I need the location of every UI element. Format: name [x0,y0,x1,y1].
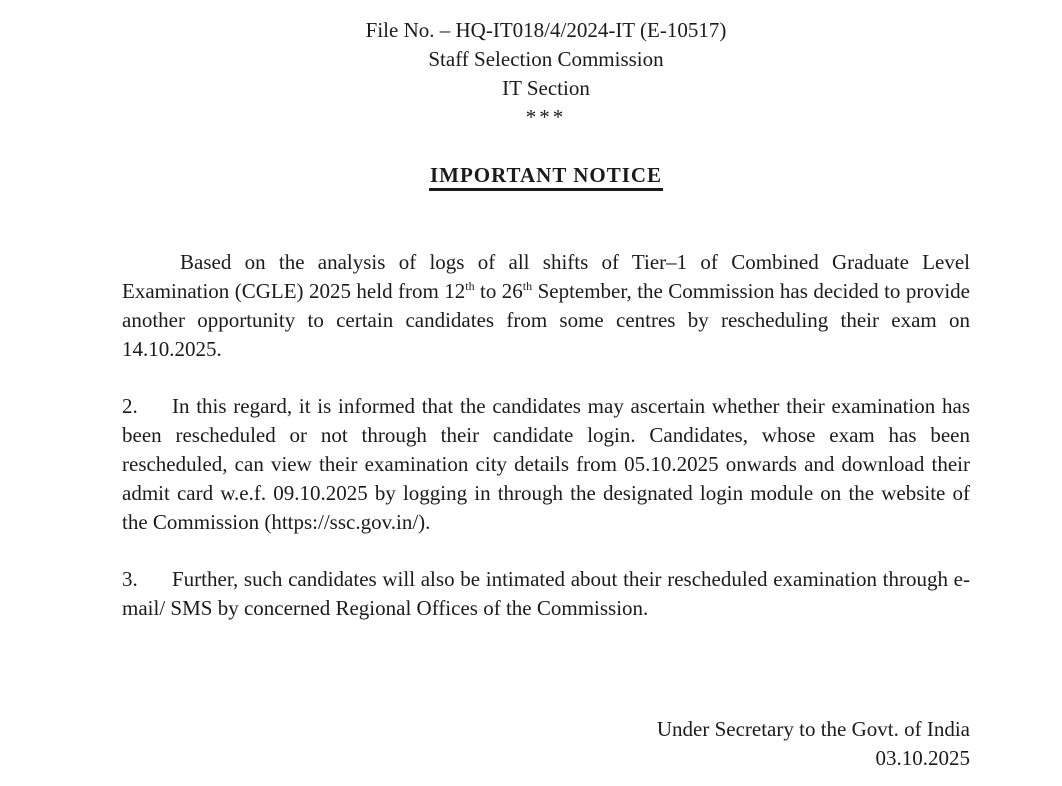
superscript-th-2: th [522,279,533,293]
signature-block [122,715,970,773]
file-number: File No. – HQ-IT018/4/2024-IT (E-10517) [365,18,727,42]
superscript-th-1: th [465,279,475,293]
organization-name: Staff Selection Commission [428,47,664,71]
paragraph-3-number: 3. [122,567,138,591]
paragraph-intro [122,248,970,364]
notice-title: IMPORTANT NOTICE [429,163,663,191]
title-row [122,161,970,190]
paragraph-intro-text-2: to 26 [474,279,523,303]
section-name: IT Section [502,76,590,100]
paragraph-intro-text-1: Based on the analysis of logs of all shifts of Tier–1 of Combined Graduate Level Examination (CGLE) 2025 held from 12 [122,250,970,303]
paragraph-intro-text-3: September, the Commission has decided to provide another opportunity to certain candidates from some centres by rescheduling their exam on 14.10.2025. [122,279,970,361]
paragraph-2-text: In this regard, it is informed that the candidates may ascertain whether their examination has been rescheduled or not through their candidate login. Candidates, whose exam has been rescheduled, can view their examination city details from 05.10.2025 onwards and download their admit card w.e.f. 09.10.2025 by logging in through the designated login module on the website of the Commission (https://ssc.gov.in/). [122,394,970,534]
paragraph-3-text: Further, such candidates will also be intimated about their rescheduled examination through e-mail/ SMS by concerned Regional Offices of the Commission. [122,567,970,620]
signatory-designation: Under Secretary to the Govt. of India [656,717,970,741]
document-header [122,16,970,132]
paragraph-2-number: 2. [122,394,138,418]
signature-date: 03.10.2025 [875,746,970,770]
paragraph-3 [122,565,970,623]
separator-stars: *** [525,105,567,129]
paragraph-2 [122,392,970,537]
